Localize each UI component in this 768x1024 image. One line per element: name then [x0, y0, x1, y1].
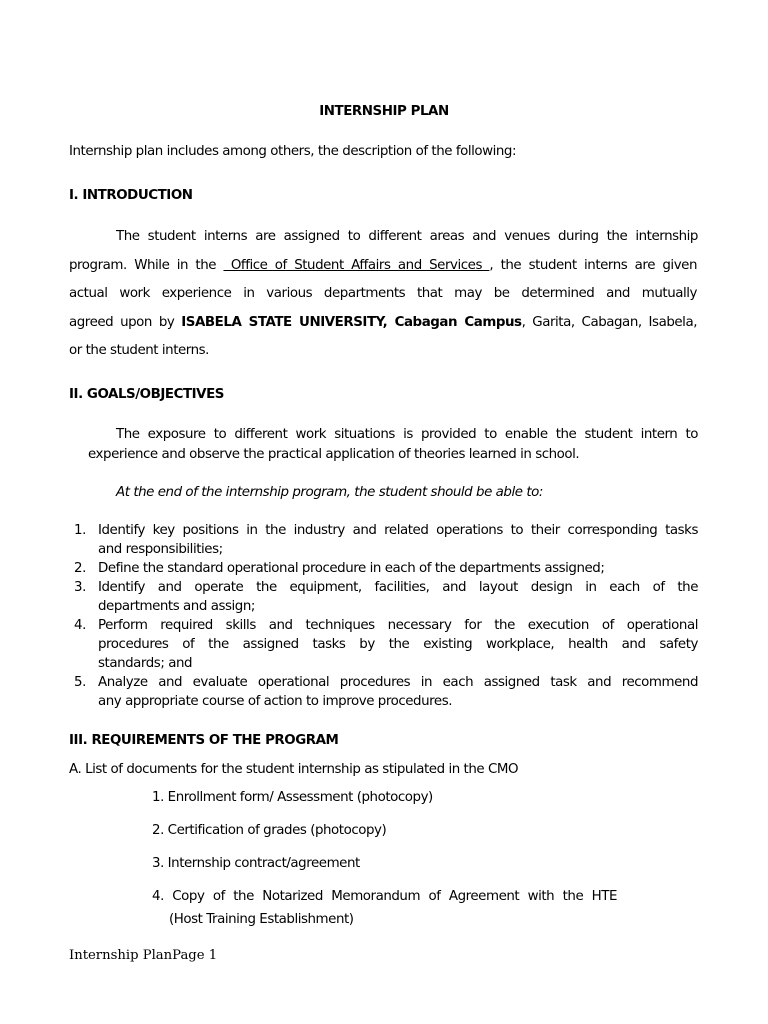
goals-paragraph-line-1: The exposure to different work situations is provided to enable the student intern to — [116, 427, 698, 442]
list-item-text: departments and assign; — [98, 599, 255, 614]
list-item-text: Analyze and evaluate operational procedures in each assigned task and recommend — [98, 675, 698, 690]
section-heading-goals: II. GOALS/OBJECTIVES — [69, 387, 224, 402]
list-item-text: Define the standard operational procedure in each of the departments assigned; — [98, 561, 605, 576]
introduction-line-4-post: , Garita, Cabagan, Isabela, — [521, 315, 698, 330]
list-item: 2. Certification of grades (photocopy) — [152, 823, 387, 838]
section-heading-introduction: I. INTRODUCTION — [69, 188, 193, 203]
list-item-number: 2. — [74, 561, 86, 576]
office-link: Office of Student Affairs and Services — [223, 258, 490, 273]
list-item-number: 1. — [74, 523, 86, 538]
list-item-text: Identify key positions in the industry and related operations to their corresponding tasks — [98, 523, 698, 538]
university-name: ISABELA STATE UNIVERSITY, Cabagan Campus — [181, 315, 522, 330]
documents-subheading: A. List of documents for the student internship as stipulated in the CMO — [69, 762, 519, 777]
introduction-line-2-post: , the student interns are given — [489, 258, 697, 273]
introduction-line-2-pre: program. While in the — [69, 258, 217, 273]
page-footer: Internship PlanPage 1 — [69, 948, 218, 963]
list-item: 4. Copy of the Notarized Memorandum of Agreement with the HTE — [152, 889, 617, 904]
introduction-line-3: actual work experience in various departments that may be determined and mutually — [69, 286, 697, 301]
introduction-line-4 — [69, 315, 697, 330]
section-heading-requirements: III. REQUIREMENTS OF THE PROGRAM — [69, 733, 339, 748]
introduction-line-1: The student interns are assigned to different areas and venues during the internship — [116, 229, 698, 244]
list-item-text: Identify and operate the equipment, facilities, and layout design in each of the — [98, 580, 698, 595]
list-item: 3. Internship contract/agreement — [152, 856, 360, 871]
list-item-number: 3. — [74, 580, 86, 595]
list-item-number: 5. — [74, 675, 86, 690]
list-item-text: any appropriate course of action to improve procedures. — [98, 694, 453, 709]
goals-paragraph-line-2: experience and observe the practical application of theories learned in school. — [88, 447, 580, 462]
introduction-line-5: or the student interns. — [69, 343, 209, 358]
introduction-line-4-pre: agreed upon by — [69, 315, 175, 330]
introduction-line-2 — [69, 258, 697, 273]
list-item-text: procedures of the assigned tasks by the existing workplace, health and safety — [98, 637, 698, 652]
goals-italic-line: At the end of the internship program, the student should be able to: — [116, 485, 543, 500]
list-item: 1. Enrollment form/ Assessment (photocopy) — [152, 790, 433, 805]
list-item-text: Perform required skills and techniques necessary for the execution of operational — [98, 618, 698, 633]
intro-line: Internship plan includes among others, the description of the following: — [69, 144, 517, 159]
page-title: INTERNSHIP PLAN — [319, 104, 449, 119]
list-item-text: standards; and — [98, 656, 193, 671]
list-item-text: and responsibilities; — [98, 542, 223, 557]
list-item-continuation: (Host Training Establishment) — [169, 912, 354, 927]
list-item-number: 4. — [74, 618, 86, 633]
